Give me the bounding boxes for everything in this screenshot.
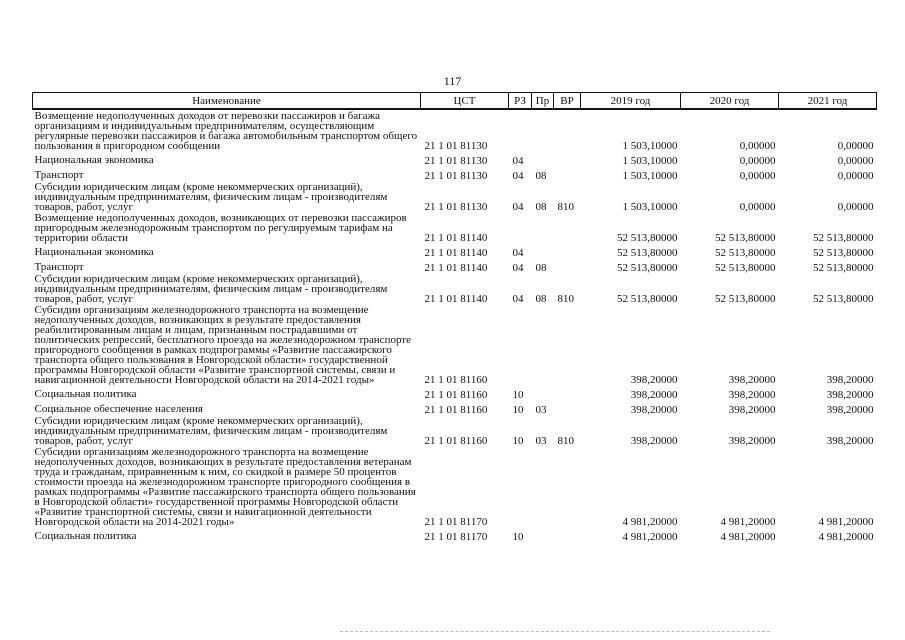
header-row [33, 93, 877, 110]
row-rz: 10 [512, 435, 524, 447]
row-vr [554, 243, 581, 258]
row-cst: 21 1 01 81140 [424, 293, 488, 305]
row-rz: 04 [512, 201, 524, 213]
row-value-2019: 52 513,80000 [617, 293, 678, 305]
row-rz: 04 [512, 262, 524, 274]
header-rz: РЗ [509, 93, 532, 110]
row-value-2020: 52 513,80000 [715, 262, 776, 274]
row-value-2019: 4 981,20000 [622, 531, 678, 543]
row-vr [554, 527, 581, 542]
row-vr [554, 400, 581, 415]
row-pr: 08 [535, 293, 547, 305]
row-rz [509, 109, 532, 151]
row-cst: 21 1 01 81160 [424, 374, 488, 386]
row-cst: 21 1 01 81170 [424, 531, 488, 543]
row-name: Возмещение недополученных доходов от перевозки пассажиров и багажа организациям и индивидуальным предпринимателям, осуществляющим регулярные перевозки пассажиров и багажа автомобильным транспортом общего пользования в пригородном сообщении [34, 110, 418, 152]
row-name: Национальная экономика [34, 154, 154, 166]
row-pr [532, 151, 554, 166]
row-value-2021: 398,20000 [826, 404, 874, 416]
row-vr [554, 446, 581, 527]
page-number: 117 [443, 74, 462, 88]
row-value-2021: 0,00000 [837, 201, 874, 213]
budget-table [32, 92, 877, 542]
header-2021: 2021 год [779, 93, 877, 110]
row-cst: 21 1 01 81160 [424, 404, 488, 416]
row-vr [554, 385, 581, 400]
table-row [33, 415, 877, 446]
row-pr [532, 446, 554, 527]
row-value-2019: 52 513,80000 [617, 232, 678, 244]
row-value-2020: 398,20000 [728, 389, 776, 401]
row-value-2021: 52 513,80000 [813, 247, 874, 259]
table-row [33, 181, 877, 212]
row-value-2019: 52 513,80000 [617, 247, 678, 259]
row-vr: 810 [557, 293, 574, 305]
row-rz [509, 446, 532, 527]
row-value-2020: 398,20000 [728, 404, 776, 416]
row-value-2019: 398,20000 [630, 404, 678, 416]
row-rz: 10 [512, 404, 524, 416]
header-pr: Пр [532, 93, 554, 110]
row-value-2021: 0,00000 [837, 140, 874, 152]
row-pr: 08 [535, 262, 547, 274]
row-vr [554, 304, 581, 385]
header-name: Наименование [33, 93, 421, 110]
row-name: Субсидии юридическим лицам (кроме некоммерческих организаций), индивидуальным предпринимателям, физическим лицам - производителям товаров, работ, услуг [34, 181, 388, 213]
row-pr: 08 [535, 170, 547, 182]
row-value-2019: 398,20000 [630, 389, 678, 401]
row-pr: 03 [535, 435, 547, 447]
row-value-2021: 398,20000 [826, 435, 874, 447]
row-vr [554, 109, 581, 151]
row-value-2021: 0,00000 [837, 155, 874, 167]
row-cst: 21 1 01 81130 [424, 170, 488, 182]
row-name: Субсидии юридическим лицам (кроме некоммерческих организаций), индивидуальным предпринимателям, физическим лицам - производителям товаров, работ, услуг [34, 415, 388, 447]
row-value-2019: 1 503,10000 [622, 155, 678, 167]
row-value-2020: 0,00000 [739, 170, 776, 182]
row-value-2020: 0,00000 [739, 140, 776, 152]
row-pr [532, 109, 554, 151]
row-pr [532, 304, 554, 385]
row-name: Транспорт [34, 261, 84, 273]
row-value-2021: 52 513,80000 [813, 232, 874, 244]
row-name: Национальная экономика [34, 246, 154, 258]
row-name: Социальная политика [34, 530, 137, 542]
row-rz: 10 [512, 389, 524, 401]
row-vr [554, 258, 581, 273]
row-cst: 21 1 01 81130 [424, 140, 488, 152]
row-pr [532, 212, 554, 243]
row-value-2019: 1 503,10000 [622, 201, 678, 213]
row-rz [509, 304, 532, 385]
row-value-2021: 4 981,20000 [818, 531, 874, 543]
row-vr [554, 151, 581, 166]
row-value-2021: 398,20000 [826, 389, 874, 401]
table-row [33, 385, 877, 400]
row-value-2020: 0,00000 [739, 201, 776, 213]
row-value-2021: 0,00000 [837, 170, 874, 182]
row-cst: 21 1 01 81140 [424, 232, 488, 244]
table-row [33, 166, 877, 181]
table-row [33, 304, 877, 385]
row-pr [532, 243, 554, 258]
row-value-2019: 398,20000 [630, 435, 678, 447]
table-row [33, 400, 877, 415]
row-pr [532, 527, 554, 542]
header-2019: 2019 год [581, 93, 681, 110]
row-pr [532, 385, 554, 400]
table-body [33, 109, 877, 542]
header-vr: ВР [554, 93, 581, 110]
table-header [33, 93, 877, 110]
row-cst: 21 1 01 81130 [424, 155, 488, 167]
row-value-2020: 4 981,20000 [720, 531, 776, 543]
row-name: Возмещение недополученных доходов, возникающих от перевозки пассажиров пригородным железнодорожным транспортом по регулируемым тарифам на территории области [34, 212, 407, 244]
row-value-2019: 52 513,80000 [617, 262, 678, 274]
row-value-2019: 1 503,10000 [622, 140, 678, 152]
table-row [33, 527, 877, 542]
row-pr: 03 [535, 404, 547, 416]
row-cst: 21 1 01 81140 [424, 262, 488, 274]
row-name: Субсидии организациям железнодорожного транспорта на возмещение недополученных доходов, возникающих в результате предоставления ветеранам труда и гражданам, приравненным к ним, со скидкой в размере 50 процентов стоимости проезда на железнодорожном транспорте пригородного сообщения в рамках подпрограммы «Развитие пассажирского транспорта общего пользования в Новгородской области» государственной программы Новгородской области «Развитие транспортной системы, связи и навигационной деятельности Новгородской области на 2014-2021 годы» [34, 446, 416, 528]
row-vr: 810 [557, 201, 574, 213]
row-name: Субсидии организациям железнодорожного транспорта на возмещение недополученных доходов, возникающих в результате предоставления реабилитированным лицам и лицам, признанным пострадавшими от политических репрессий, бесплатного проезда на железнодорожном транспорте пригородного сообщения в рамках подпрограммы «Развитие пассажирского транспорта общего пользования в Новгородской области» государственной программы Новгородской области «Развитие транспортной системы, связи и навигационной деятельности Новгородской области на 2014-2021 годы» [34, 304, 411, 386]
table-row [33, 151, 877, 166]
scan-artifact [340, 631, 770, 633]
header-cst: ЦСТ [421, 93, 509, 110]
row-name: Социальное обеспечение населения [34, 403, 203, 415]
row-cst: 21 1 01 81170 [424, 516, 488, 528]
row-value-2021: 52 513,80000 [813, 262, 874, 274]
row-value-2020: 0,00000 [739, 155, 776, 167]
row-rz: 04 [512, 170, 524, 182]
row-cst: 21 1 01 81160 [424, 389, 488, 401]
table-row [33, 212, 877, 243]
table-row [33, 273, 877, 304]
row-value-2021: 4 981,20000 [818, 516, 874, 528]
row-rz: 04 [512, 155, 524, 167]
row-rz: 04 [512, 247, 524, 259]
table-row [33, 258, 877, 273]
row-cst: 21 1 01 81140 [424, 247, 488, 259]
row-name: Транспорт [34, 169, 84, 181]
row-rz [509, 212, 532, 243]
row-value-2020: 4 981,20000 [720, 516, 776, 528]
row-pr: 08 [535, 201, 547, 213]
row-value-2020: 52 513,80000 [715, 247, 776, 259]
row-value-2020: 52 513,80000 [715, 293, 776, 305]
table-row [33, 243, 877, 258]
row-value-2019: 4 981,20000 [622, 516, 678, 528]
row-value-2020: 398,20000 [728, 374, 776, 386]
row-value-2019: 398,20000 [630, 374, 678, 386]
row-value-2020: 52 513,80000 [715, 232, 776, 244]
row-value-2021: 52 513,80000 [813, 293, 874, 305]
row-vr [554, 212, 581, 243]
row-name: Субсидии юридическим лицам (кроме некоммерческих организаций), индивидуальным предпринимателям, физическим лицам - производителям товаров, работ, услуг [34, 273, 388, 305]
row-cst: 21 1 01 81160 [424, 435, 488, 447]
row-vr: 810 [557, 435, 574, 447]
row-value-2021: 398,20000 [826, 374, 874, 386]
header-2020: 2020 год [681, 93, 779, 110]
row-value-2019: 1 503,10000 [622, 170, 678, 182]
row-name: Социальная политика [34, 388, 137, 400]
row-value-2020: 398,20000 [728, 435, 776, 447]
row-vr [554, 166, 581, 181]
row-rz: 04 [512, 293, 524, 305]
table-row [33, 446, 877, 527]
row-rz: 10 [512, 531, 524, 543]
row-cst: 21 1 01 81130 [424, 201, 488, 213]
table-row [33, 109, 877, 151]
